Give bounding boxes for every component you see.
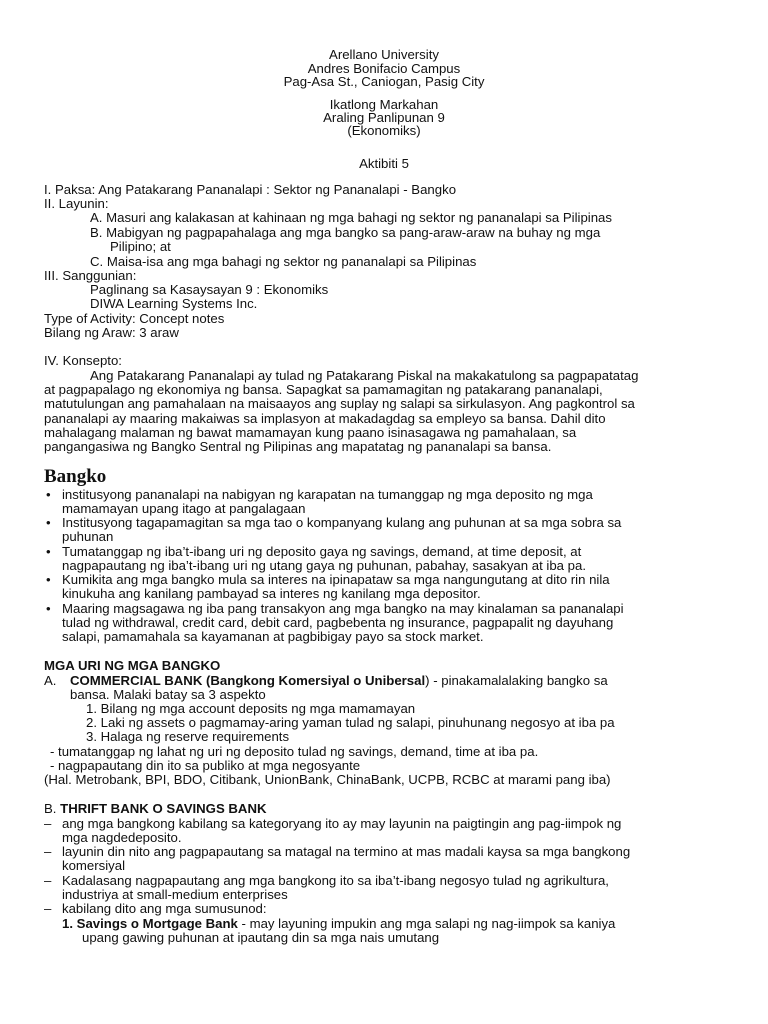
- konsepto-line: Ang Patakarang Pananalapi ay tulad ng Patakarang Piskal na makakatulong sa pagpapatatag: [90, 368, 639, 383]
- thrift-item-line: Kadalasang nagpapautang ang mga bangkong ito sa iba’t-ibang negosyo tulad ng agrikultura,: [62, 873, 609, 888]
- days-count: Bilang ng Araw: 3 araw: [44, 325, 179, 340]
- thrift-letter: B.: [44, 801, 57, 816]
- thrift-item-line: komersiyal: [62, 858, 126, 873]
- savings-bank-desc: - may layuning impukin ang mga salapi ng nag-iimpok sa kaniya: [237, 916, 616, 931]
- thrift-bank-line: [44, 802, 267, 817]
- layunin-a: A. Masuri ang kalakasan at kahinaan ng mga bahagi ng sektor ng pananalapi sa Pilipinas: [90, 210, 612, 225]
- reference-book: Paglinang sa Kasaysayan 9 : Ekonomiks: [90, 282, 329, 297]
- thrift-item-line: kabilang dito ang mga sumusunod:: [62, 901, 267, 916]
- dash-glyph: –: [44, 844, 52, 859]
- reference-publisher: DIWA Learning Systems Inc.: [90, 296, 258, 311]
- activity-label: Aktibiti 5: [359, 156, 409, 171]
- layunin-b-line2: Pilipino; at: [110, 239, 171, 254]
- activity-type: Type of Activity: Concept notes: [44, 311, 225, 326]
- bangko-bullet-line: Maaring magsagawa ng iba pang transakyon ang mga bangko na may kinalaman sa pananalapi: [62, 601, 624, 616]
- subject-label: Araling Panlipunan 9: [323, 110, 445, 125]
- campus-address: Pag-Asa St., Caniogan, Pasig City: [283, 74, 485, 89]
- savings-bank-line2: upang gawing puhunan at ipautang din sa mga nais umutang: [82, 930, 440, 945]
- savings-bank-title: 1. Savings o Mortgage Bank: [62, 916, 238, 931]
- aspekto-item: 1. Bilang ng mga account deposits ng mga mamamayan: [86, 701, 416, 716]
- bullet-glyph: •: [46, 601, 51, 616]
- aspekto-item: 2. Laki ng assets o pagmamay-aring yaman tulad ng salapi, pinuhunang negosyo at iba pa: [86, 715, 615, 730]
- konsepto-line: at pagpapalago ng ekonomiya ng bansa. Sapagkat sa pamamagitan ng patakarang pananalapi,: [44, 382, 603, 397]
- layunin-c: C. Maisa-isa ang mga bahagi ng sektor ng pananalapi sa Pilipinas: [90, 254, 477, 269]
- bullet-glyph: •: [46, 487, 51, 502]
- bullet-glyph: •: [46, 544, 51, 559]
- dash-glyph: –: [44, 873, 52, 888]
- bangko-bullet-line: puhunan: [62, 529, 114, 544]
- commercial-examples: (Hal. Metrobank, BPI, BDO, Citibank, UnionBank, ChinaBank, UCPB, RCBC at marami pang iba): [44, 772, 611, 787]
- bangko-heading: Bangko: [44, 466, 107, 487]
- subject-sub-label: (Ekonomiks): [347, 123, 421, 138]
- layunin-heading: II. Layunin:: [44, 196, 109, 211]
- paksa-line: I. Paksa: Ang Patakarang Pananalapi : Sektor ng Pananalapi - Bangko: [44, 182, 457, 197]
- quarter-label: Ikatlong Markahan: [329, 97, 439, 112]
- thrift-item-line: mga nagdedeposito.: [62, 830, 182, 845]
- commercial-letter: A.: [44, 673, 57, 688]
- dash-glyph: –: [44, 901, 52, 916]
- konsepto-line: pangangasiwa ng Bangko Sentral ng Pilipinas ang mapatatag ng pananalapi sa bansa.: [44, 439, 552, 454]
- aspekto-item: 3. Halaga ng reserve requirements: [86, 729, 290, 744]
- campus-name: Andres Bonifacio Campus: [307, 61, 461, 76]
- university-name: Arellano University: [329, 47, 439, 62]
- commercial-note: - tumatanggap ng lahat ng uri ng deposito tulad ng savings, demand, time at iba pa.: [50, 744, 539, 759]
- konsepto-line: matutulungan ang pamahalaan na maisaayos ang suplay ng salapi sa sirkulasyon. Ang pagkontrol sa: [44, 396, 635, 411]
- bangko-bullet-line: nagpapautang ng iba’t-ibang uri ng utang gaya ng puhunan, pabahay, sasakyan at iba pa.: [62, 558, 587, 573]
- bangko-bullet-line: salapi, pamamahala sa kayamanan at pagbibigay payo sa stock market.: [62, 629, 484, 644]
- bullet-glyph: •: [46, 515, 51, 530]
- bangko-bullet-line: kinukuha ang kanilang pambayad sa interes ng kanilang mga depositor.: [62, 586, 481, 601]
- thrift-item-line: layunin din nito ang pagpapautang sa matagal na termino at mas madali kaysa sa mga bangkong: [62, 844, 631, 859]
- bangko-bullet-line: mamamayan upang itago at pangalagaan: [62, 501, 306, 516]
- commercial-bank-title: COMMERCIAL BANK (Bangkong Komersiyal o Unibersal: [70, 673, 426, 688]
- commercial-bank-desc: ) - pinakamalalaking bangko sa: [425, 673, 608, 688]
- sanggunian-heading: III. Sanggunian:: [44, 268, 137, 283]
- konsepto-line: mahalagang malaman ng bawat mamamayan kung paano isinasagawa ng pamahalaan, sa: [44, 425, 577, 440]
- layunin-b-line1: B. Mabigyan ng pagpapahalaga ang mga bangko sa pang-araw-araw na buhay ng mga: [90, 225, 601, 240]
- bangko-bullet-line: Institusyong tagapamagitan sa mga tao o kompanyang kulang ang puhunan at sa mga sobra sa: [62, 515, 622, 530]
- bullet-glyph: •: [46, 572, 51, 587]
- konsepto-line: pananalapi ay maaring makaiwas sa implasyon at makadagdag sa empleyo sa bansa. Dahil dito: [44, 411, 606, 426]
- thrift-bank-title: THRIFT BANK O SAVINGS BANK: [60, 801, 267, 816]
- dash-glyph: –: [44, 816, 52, 831]
- commercial-note: - nagpapautang din ito sa publiko at mga negosyante: [50, 758, 361, 773]
- thrift-item-line: ang mga bangkong kabilang sa kategoryang ito ay may layunin na paigtingin ang pag-iimpok ng: [62, 816, 622, 831]
- uri-heading: MGA URI NG MGA BANGKO: [44, 658, 221, 673]
- commercial-bank-line2: bansa. Malaki batay sa 3 aspekto: [70, 687, 266, 702]
- bangko-bullet-line: Tumatanggap ng iba’t-ibang uri ng deposito gaya ng savings, demand, at time deposit, at: [62, 544, 582, 559]
- thrift-item-line: industriya at small-medium enterprises: [62, 887, 288, 902]
- konsepto-heading: IV. Konsepto:: [44, 353, 122, 368]
- bangko-bullet-line: tulad ng withdrawal, credit card, debit card, pagbebenta ng insurance, pagpapalit ng dayuhang: [62, 615, 614, 630]
- bangko-bullet-line: Kumikita ang mga bangko mula sa interes na ipinapataw sa mga nangungutang at dito rin nila: [62, 572, 610, 587]
- bangko-bullet-line: institusyong pananalapi na nabigyan ng karapatan na tumanggap ng mga deposito ng mga: [62, 487, 593, 502]
